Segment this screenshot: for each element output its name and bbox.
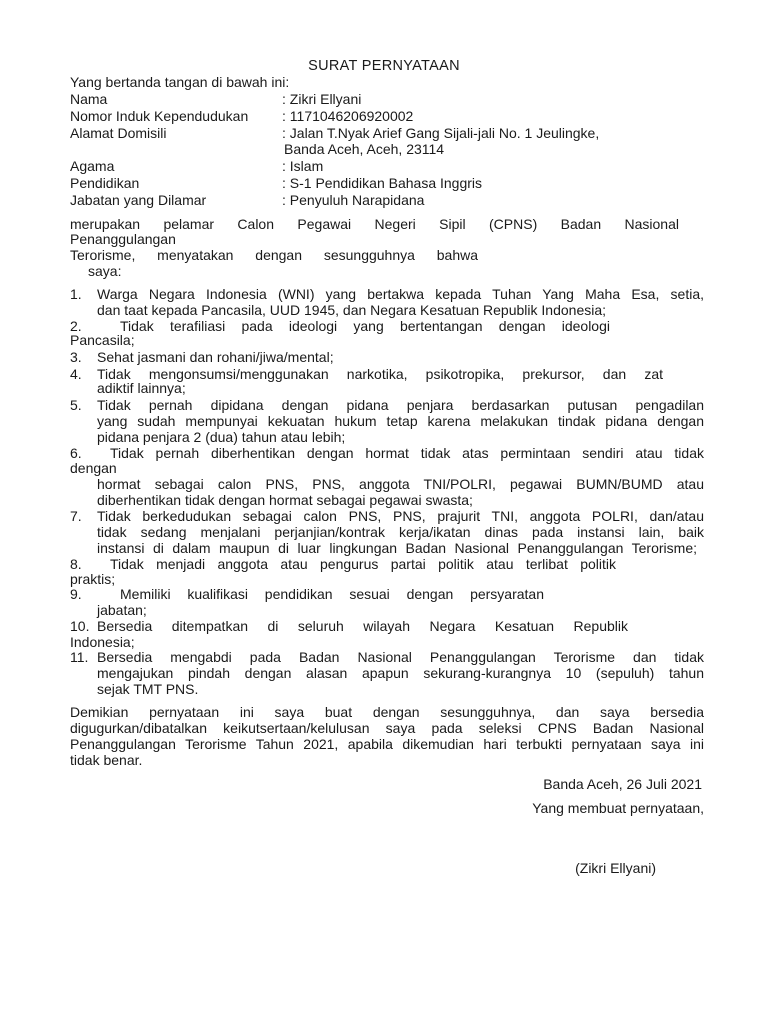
statement-line: saya: [88, 263, 122, 279]
list-item-number: 11. [70, 649, 89, 665]
list-item-line: Bersedia ditempatkan di seluruh wilayah Negara Kesatuan Republik [97, 618, 628, 634]
field-value-nama: : Zikri Ellyani [282, 91, 362, 107]
list-item-number: 9. [70, 586, 82, 602]
list-item-line: jabatan; [97, 602, 147, 618]
list-item-line: Tidak menjadi anggota atau pengurus partai politik atau terlibat politik [110, 556, 616, 572]
list-item-number: 4. [70, 366, 82, 382]
statement-line: Penanggulangan [70, 231, 176, 247]
list-item-line: Tidak pernah diberhentikan dengan hormat tidak atas permintaan sendiri atau tidak [110, 445, 704, 461]
list-item-number: 6. [70, 445, 82, 461]
signature-place-date: Banda Aceh, 26 Juli 2021 [543, 776, 702, 792]
field-value-alamat-cont: Banda Aceh, Aceh, 23114 [284, 141, 445, 157]
statement-line: merupakan pelamar Calon Pegawai Negeri Sipil (CPNS) Badan Nasional [70, 216, 679, 232]
list-item-line: Indonesia; [70, 634, 135, 650]
signature-name: (Zikri Ellyani) [575, 860, 656, 876]
intro-text: Yang bertanda tangan di bawah ini: [70, 74, 290, 90]
document-title: SURAT PERNYATAAN [308, 58, 460, 74]
list-item-line: Tidak berkedudukan sebagai calon PNS, PNS, prajurit TNI, anggota POLRI, dan/atau [97, 508, 704, 524]
field-label-agama: Agama [70, 158, 115, 174]
list-item-number: 7. [70, 508, 82, 524]
field-label-alamat: Alamat Domisili [70, 125, 167, 141]
field-value-pendidikan: : S-1 Pendidikan Bahasa Inggris [282, 175, 483, 191]
field-value-nik: : 1171046206920002 [282, 108, 414, 124]
field-label-pendidikan: Pendidikan [70, 175, 140, 191]
closing-line: tidak benar. [70, 752, 143, 768]
list-item-line: pidana penjara 2 (dua) tahun atau lebih; [97, 429, 346, 445]
list-item-line: Warga Negara Indonesia (WNI) yang bertakwa kepada Tuhan Yang Maha Esa, setia, [97, 286, 704, 302]
field-value-agama: : Islam [282, 158, 324, 174]
list-item-line: yang sudah mempunyai kekuatan hukum tetap karena melakukan tindak pidana dengan [97, 413, 704, 429]
list-item-line: Memiliki kualifikasi pendidikan sesuai dengan persyaratan [120, 586, 544, 602]
list-item-line: Pancasila; [70, 332, 135, 348]
list-item-line: tidak sedang menjalani perjanjian/kontrak kerja/ikatan dinas pada instansi lain, baik [97, 524, 704, 540]
list-item-line: dan taat kepada Pancasila, UUD 1945, dan Negara Kesatuan Republik Indonesia; [97, 302, 607, 318]
list-item-number: 1. [70, 286, 82, 302]
list-item-number: 2. [70, 318, 82, 334]
list-item-line: hormat sebagai calon PNS, PNS, anggota TNI/POLRI, pegawai BUMN/BUMD atau [97, 476, 704, 492]
list-item-line: instansi di dalam maupun di luar lingkungan Badan Nasional Penanggulangan Terorisme; [97, 540, 697, 556]
list-item-line: adiktif lainnya; [97, 380, 186, 396]
list-item-line: sejak TMT PNS. [97, 681, 199, 697]
list-item-line: dengan [70, 460, 117, 476]
list-item-number: 10. [70, 618, 90, 634]
list-item-number: 5. [70, 397, 82, 413]
list-item-line: Tidak terafiliasi pada ideologi yang bertentangan dengan ideologi [120, 318, 610, 334]
list-item-number: 8. [70, 556, 82, 572]
field-label-nik: Nomor Induk Kependudukan [70, 108, 249, 124]
signature-maker: Yang membuat pernyataan, [532, 800, 704, 816]
field-label-jabatan: Jabatan yang Dilamar [70, 192, 207, 208]
list-item-line: Sehat jasmani dan rohani/jiwa/mental; [97, 349, 334, 365]
closing-line: Demikian pernyataan ini saya buat dengan sesungguhnya, dan saya bersedia [70, 704, 704, 720]
list-item-line: praktis; [70, 571, 116, 587]
list-item-line: Tidak mengonsumsi/menggunakan narkotika, psikotropika, prekursor, dan zat [97, 366, 663, 382]
closing-line: digugurkan/dibatalkan keikutsertaan/kelulusan saya pada seleksi CPNS Badan Nasional [70, 720, 704, 736]
statement-line: Terorisme, menyatakan dengan sesungguhnya bahwa [70, 247, 478, 263]
list-item-line: Bersedia mengabdi pada Badan Nasional Penanggulangan Terorisme dan tidak [97, 649, 704, 665]
list-item-number: 3. [70, 349, 82, 365]
list-item-line: diberhentikan tidak dengan hormat sebagai pegawai swasta; [97, 492, 473, 508]
closing-line: Penanggulangan Terorisme Tahun 2021, apabila dikemudian hari terbukti pernyataan saya ini [70, 736, 704, 752]
field-value-jabatan: : Penyuluh Narapidana [282, 192, 425, 208]
field-value-alamat: : Jalan T.Nyak Arief Gang Sijali-jali No. 1 Jeulingke, [282, 125, 600, 141]
field-label-nama: Nama [70, 91, 108, 107]
list-item-line: mengajukan pindah dengan alasan apapun sekurang-kurangnya 10 (sepuluh) tahun [97, 665, 704, 681]
list-item-line: Tidak pernah dipidana dengan pidana penjara berdasarkan putusan pengadilan [97, 397, 704, 413]
